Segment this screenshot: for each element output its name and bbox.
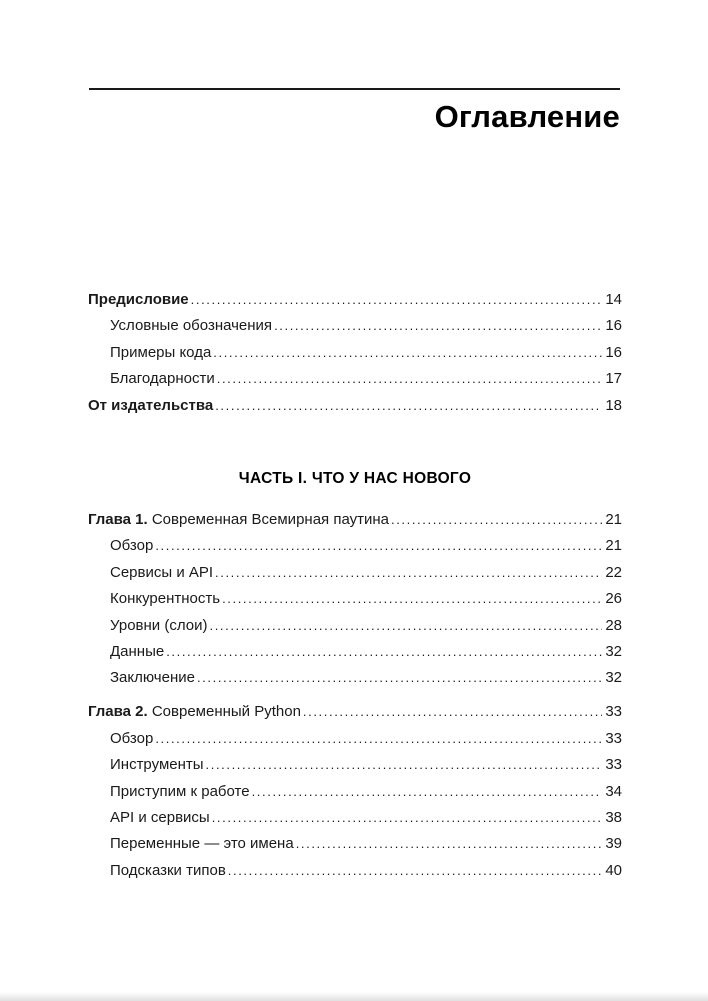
dot-leader [155, 537, 602, 555]
dot-leader [391, 511, 602, 529]
toc-page-number: 21 [605, 537, 622, 555]
toc-entry-label: Сервисы и API [110, 563, 214, 581]
toc-entry-label: API и сервисы [110, 808, 210, 826]
toc-page-number: 28 [605, 616, 622, 634]
dot-leader [206, 756, 603, 774]
dot-leader [212, 809, 603, 827]
toc-page-number: 33 [605, 729, 622, 747]
dot-leader [215, 564, 602, 582]
chapter-prefix: Глава 1. [88, 511, 152, 528]
toc-row [88, 862, 622, 880]
page-title: Оглавление [434, 99, 620, 134]
dot-leader [191, 291, 603, 309]
chapters-list [88, 511, 622, 888]
toc-page-number: 40 [605, 861, 622, 879]
toc-page-number: 21 [605, 511, 622, 528]
toc-entry-label: Условные обозначения [110, 317, 273, 335]
toc-row [88, 703, 622, 721]
dot-leader [209, 617, 602, 635]
toc-entry-label: Инструменты [110, 756, 204, 774]
toc-page-number: 22 [605, 563, 622, 581]
toc-entry-label: Переменные — это имена [110, 835, 294, 853]
chapter-group [88, 511, 622, 687]
toc-entry-label: Благодарности [110, 370, 215, 388]
toc-page-number: 34 [605, 782, 622, 800]
toc-page-number: 16 [605, 317, 622, 335]
dot-leader [228, 862, 603, 880]
toc-page-number: 17 [605, 370, 622, 388]
dot-leader [296, 835, 603, 853]
toc-entry-label: От издательства [88, 396, 214, 414]
toc-entry-label: Примеры кода [110, 343, 212, 361]
toc-row [88, 809, 622, 827]
dot-leader [222, 590, 602, 608]
dot-leader [213, 344, 602, 362]
toc-page-number: 38 [605, 808, 622, 826]
toc-row [88, 756, 622, 774]
toc-row [88, 835, 622, 853]
toc-entry-label: Конкурентность [110, 590, 221, 608]
toc-row [88, 291, 622, 309]
dot-leader [215, 397, 602, 415]
toc-row [88, 783, 622, 801]
part-heading: ЧАСТЬ I. ЧТО У НАС НОВОГО [238, 470, 472, 487]
toc-entry-label: Обзор [110, 537, 154, 555]
toc-row [88, 643, 622, 661]
chapter-group [88, 703, 622, 879]
toc-page-number: 39 [605, 835, 622, 853]
front-matter-list [88, 291, 622, 423]
toc-entry-label: Уровни (слои) [110, 616, 208, 634]
toc-page-number: 32 [605, 669, 622, 687]
toc-row [88, 370, 622, 388]
dot-leader [252, 783, 603, 801]
toc-row [88, 537, 622, 555]
toc-entry-label: Обзор [110, 729, 154, 747]
toc-row [88, 397, 622, 415]
title-rule [89, 88, 620, 90]
toc-row [88, 669, 622, 687]
toc-entry-label: Предисловие [88, 291, 189, 308]
toc-page-number: 26 [605, 590, 622, 608]
dot-leader [303, 703, 602, 721]
toc-row [88, 617, 622, 635]
dot-leader [166, 643, 602, 661]
toc-page-number: 16 [605, 343, 622, 361]
dot-leader [274, 317, 602, 335]
toc-page-number: 32 [605, 642, 622, 660]
toc-row [88, 590, 622, 608]
toc-page-number: 14 [605, 291, 622, 308]
toc-entry-label: Подсказки типов [110, 861, 226, 879]
chapter-prefix: Глава 2. [88, 703, 152, 721]
toc-row [88, 317, 622, 335]
toc-row [88, 730, 622, 748]
toc-row [88, 511, 622, 529]
toc-page-number: 18 [605, 396, 622, 414]
dot-leader [155, 730, 602, 748]
toc-row [88, 344, 622, 362]
toc-row [88, 564, 622, 582]
toc-page-number: 33 [605, 756, 622, 774]
toc-entry-label: Заключение [110, 669, 195, 687]
toc-entry-label: Приступим к работе [110, 782, 250, 800]
toc-entry-label: Глава 1. Современная Всемирная паутина [88, 511, 389, 528]
dot-leader [197, 669, 602, 687]
dot-leader [217, 370, 603, 388]
toc-entry-label: Данные [110, 642, 165, 660]
toc-entry-label: Глава 2. Современный Python [88, 703, 301, 721]
toc-page-number: 33 [605, 703, 622, 721]
